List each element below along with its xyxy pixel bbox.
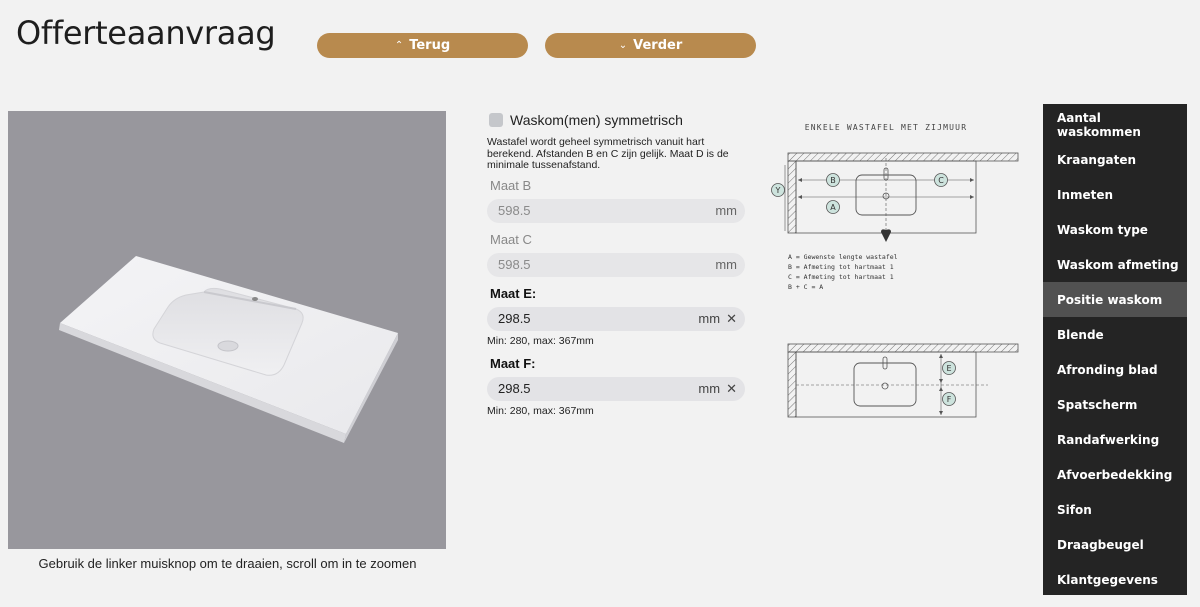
clear-icon[interactable]: ✕ [726, 310, 737, 326]
position-form [487, 112, 745, 417]
marker-y: Y [775, 186, 781, 195]
marker-c: C [938, 176, 944, 185]
step-sidebar [1043, 104, 1187, 595]
legend-c: C = Afmeting tot hartmaat 1 [788, 273, 894, 281]
sidebar-item-spatscherm[interactable]: Spatscherm [1057, 397, 1138, 412]
marker-f: F [946, 395, 952, 404]
marker-b: B [830, 176, 836, 185]
page-title: Offerteaanvraag [16, 14, 276, 52]
sidebar-item-blende[interactable]: Blende [1057, 327, 1104, 342]
maat-c-unit: mm [715, 257, 737, 272]
maat-e-hint: Min: 280, max: 367mm [487, 334, 594, 347]
sidebar-item-klantgegevens[interactable]: Klantgegevens [1057, 572, 1158, 587]
chevron-down-icon: ⌄ [618, 40, 628, 51]
heart-arrow-icon [881, 229, 891, 242]
next-button-label: Verder [633, 38, 683, 53]
dimension-diagram [768, 118, 1024, 418]
symmetric-row[interactable] [489, 112, 745, 128]
sidebar-item-aantal-waskommen[interactable]: Aantal waskommen [1057, 110, 1141, 139]
sidebar-item-inmeten[interactable]: Inmeten [1057, 187, 1114, 202]
maat-f-field[interactable] [487, 377, 745, 401]
sidebar-item-afvoerbedekking[interactable]: Afvoerbedekking [1057, 467, 1173, 482]
symmetric-description: Wastafel wordt geheel symmetrisch vanuit hart berekend. Afstanden B en C zijn gelijk. Maat D is de minimale tussenafstand. [487, 136, 729, 171]
maat-e-field[interactable] [487, 307, 745, 331]
diagram-title: ENKELE WASTAFEL MET ZIJMUUR [804, 123, 968, 132]
maat-c-field [487, 253, 745, 277]
marker-a: A [830, 203, 836, 212]
maat-f-unit: mm [698, 381, 721, 396]
maat-c-value: 598.5 [498, 257, 531, 272]
legend-sum: B + C = A [788, 283, 824, 291]
sidebar-item-draagbeugel[interactable]: Draagbeugel [1057, 537, 1144, 552]
maat-e-value[interactable]: 298.5 [498, 311, 531, 326]
sidebar-item-positie-waskom[interactable]: Positie waskom [1043, 282, 1187, 317]
sidebar-item-waskom-afmeting[interactable]: Waskom afmeting [1057, 257, 1179, 272]
next-button[interactable] [545, 33, 756, 58]
sidebar-item-randafwerking[interactable]: Randafwerking [1057, 432, 1160, 447]
viewer-hint: Gebruik de linker muisknop om te draaien, scroll om in te zoomen [38, 556, 417, 571]
clear-icon[interactable]: ✕ [726, 380, 737, 396]
maat-b-value: 598.5 [498, 203, 531, 218]
sidebar-item-waskom-type[interactable]: Waskom type [1057, 222, 1148, 237]
maat-b-field [487, 199, 745, 223]
washbasin-3d-model [8, 111, 446, 549]
sidebar-item-afronding-blad[interactable]: Afronding blad [1057, 362, 1158, 377]
maat-b-label: Maat B [490, 177, 532, 193]
symmetric-label: Waskom(men) symmetrisch [510, 112, 683, 128]
maat-e-unit: mm [698, 311, 721, 326]
chevron-up-icon: ⌃ [394, 40, 404, 51]
maat-e-label: Maat E: [490, 285, 537, 301]
maat-b-unit: mm [715, 203, 737, 218]
back-button-label: Terug [409, 38, 451, 53]
sidebar-item-kraangaten[interactable]: Kraangaten [1057, 152, 1137, 167]
maat-f-value[interactable]: 298.5 [498, 381, 531, 396]
maat-f-label: Maat F: [490, 355, 536, 371]
sidebar-item-sifon[interactable]: Sifon [1057, 502, 1092, 517]
back-button[interactable] [317, 33, 528, 58]
marker-e: E [946, 364, 952, 373]
legend-b: B = Afmeting tot hartmaat 1 [788, 263, 894, 271]
symmetric-checkbox[interactable] [489, 113, 503, 127]
maat-c-label: Maat C [490, 231, 532, 247]
legend-a: A = Gewenste lengte wastafel [788, 253, 898, 261]
maat-f-hint: Min: 280, max: 367mm [487, 404, 594, 417]
3d-viewer[interactable] [8, 111, 446, 549]
